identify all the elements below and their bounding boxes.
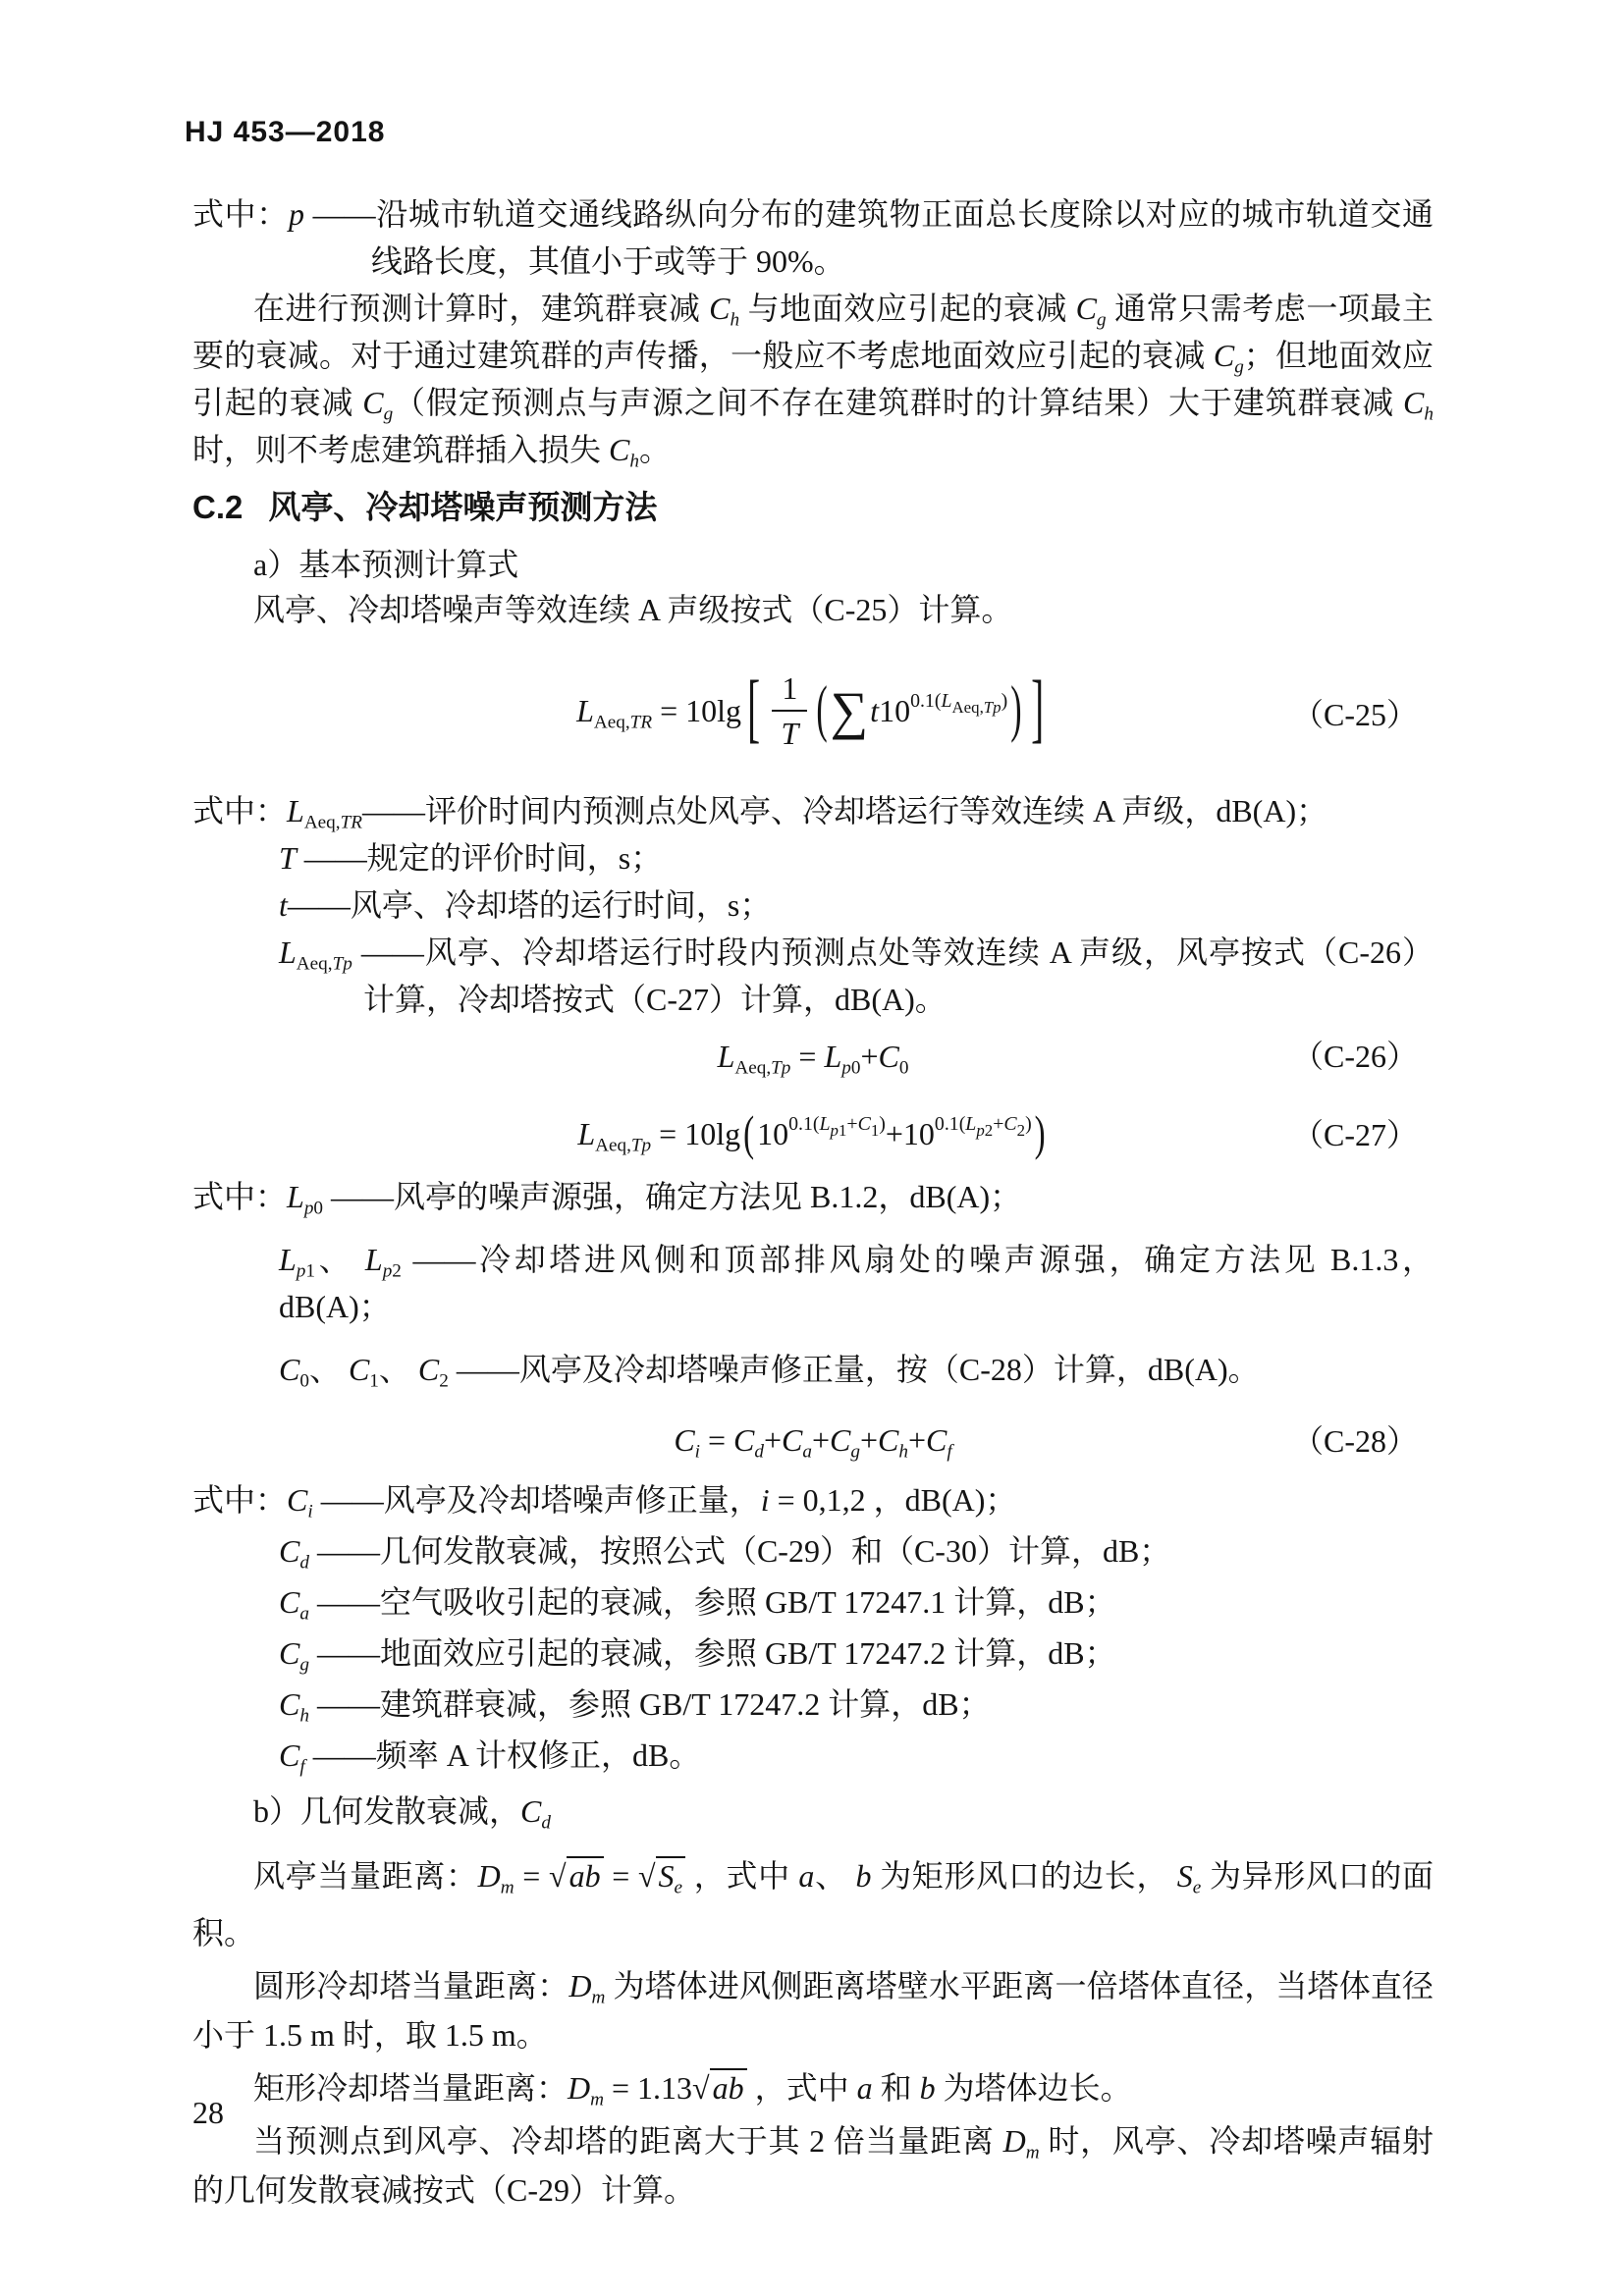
paragraph-attenuation-note: 在进行预测计算时，建筑群衰减 $C_h$ 与地面效应引起的衰减 $C_g$ 通常只需考虑一项最主要的衰减。对于通过建筑群的声传播，一般应不考虑地面效应引起的衰减 $C_g$；但地面效应引起的衰减 $C_g$（假定预测点与声源之间不存在建筑群时的计算结果）大于建筑群衰减 $C_h$ 时，则不考虑建筑群插入损失 $C_h$。 xyxy=(192,291,1434,472)
where-label: 式中： xyxy=(192,1482,288,1519)
where-item xyxy=(192,787,1434,834)
paragraph-circular-tower-distance: 圆形冷却塔当量距离：$D_m$ 为塔体进风侧距离塔壁水平距离一倍塔体直径，当塔体直径小于 1.5 m 时，取 1.5 m。 xyxy=(192,1968,1434,2054)
formula-c25-expression: $L_{Aeq,TR} = 10\lg$ [ $\frac{1}{T}$ $(\sum t10^{0.1(L_{Aeq,Tp})})$ ] xyxy=(576,667,1044,752)
where-item xyxy=(279,1628,1434,1679)
symbol: $C_f$ xyxy=(279,1737,305,1778)
symbol: t xyxy=(279,887,288,923)
list-item-a: a）基本预测计算式 xyxy=(253,547,519,582)
section-heading-c2 xyxy=(192,485,1434,530)
paragraph-prediction-distance: 当预测点到风亭、冷却塔的距离大于其 2 倍当量距离 $D_m$ 时，风亭、冷却塔噪声辐射的几何发散衰减按式（C-29）计算。 xyxy=(192,2123,1434,2209)
standard-number-header: HJ 453—2018 xyxy=(185,116,386,148)
formula-c25-row xyxy=(192,644,1434,781)
where-list-c28 xyxy=(192,1474,1434,1781)
symbol-definition-p: 式中：p ——沿城市轨道交通线路纵向分布的建筑物正面总长度除以对应的城市轨道交通线路长度，其值小于或等于 90%。 xyxy=(192,196,1434,279)
symbol: T xyxy=(279,840,297,876)
page-number: 28 xyxy=(192,2095,224,2130)
where-item xyxy=(279,1679,1434,1730)
symbol: $L_{Aeq,Tp}$ xyxy=(279,934,352,975)
symbol-description: ——频率 A 计权修正，dB。 xyxy=(312,1737,701,1774)
list-item-b: b）几何发散衰减，$C_d$ xyxy=(253,1793,551,1834)
where-item xyxy=(279,1346,1434,1393)
where-item xyxy=(279,1236,1434,1330)
where-label: 式中： xyxy=(192,1179,288,1215)
where-item xyxy=(279,1730,1434,1781)
where-list-c25 xyxy=(192,787,1434,1023)
symbol-description: ——评价时间内预测点处风亭、冷却塔运行等效连续 A 声级，dB(A)； xyxy=(361,793,1328,828)
formula-c26-number: （C-26） xyxy=(1291,1038,1418,1074)
symbol-description: ——风亭的噪声源强，确定方法见 B.1.2，dB(A)； xyxy=(331,1179,1022,1215)
symbol: $C_g$ xyxy=(279,1635,309,1676)
symbol: $C_i$ xyxy=(287,1482,313,1522)
symbol-description: ——建筑群衰减，参照 GB/T 17247.2 计算，dB； xyxy=(316,1686,991,1723)
symbol-description: ——规定的评价时间，s； xyxy=(303,840,663,876)
section-title: 风亭、冷却塔噪声预测方法 xyxy=(268,489,658,525)
formula-c28-expression: $C_i = C_d+C_a+C_g+C_h+C_f$ xyxy=(674,1422,952,1463)
symbol-description: ——风亭及冷却塔噪声修正量，按（C-28）计算，dB(A)。 xyxy=(456,1352,1260,1388)
where-item xyxy=(279,929,1434,1023)
formula-c27-row xyxy=(192,1098,1434,1167)
symbol-description: ——几何发散衰减，按照公式（C-29）和（C-30）计算，dB； xyxy=(316,1533,1171,1570)
where-item xyxy=(279,1525,1434,1576)
symbol: $L_{p1}$、 $L_{p2}$ xyxy=(279,1242,402,1282)
where-list-c27 xyxy=(192,1173,1434,1393)
formula-c27-expression: $L_{Aeq,Tp} = 10\lg(10^{0.1(L_{p1}+C_1)}+10^{0.1(L_{p2}+C_2)})$ xyxy=(577,1107,1046,1161)
symbol: $L_{Aeq,TR}$ xyxy=(287,793,362,833)
where-item xyxy=(279,881,1434,929)
where-item xyxy=(192,1474,1434,1525)
where-item xyxy=(279,834,1434,881)
paragraph-fengting-distance: 风亭当量距离：$D_m = √ab = √S_e$ ，式中 a、 b 为矩形风口的边长， $S_e$ 为异形风口的面积。 xyxy=(192,1858,1434,1951)
symbol-description: ——地面效应引起的衰减，参照 GB/T 17247.2 计算，dB； xyxy=(316,1635,1116,1672)
symbol-description: ——风亭及冷却塔噪声修正量，i = 0,1,2 ，dB(A)； xyxy=(320,1482,1017,1519)
formula-c28-number: （C-28） xyxy=(1291,1422,1418,1459)
symbol-description: ——风亭、冷却塔运行时段内预测点处等效连续 A 声级，风亭按式（C-26）计算，冷却塔按式（C-27）计算，dB(A)。 xyxy=(360,934,1434,1017)
section-number: C.2 xyxy=(192,489,244,525)
symbol-description: ——冷却塔进风侧和顶部排风扇处的噪声源强，确定方法见 B.1.3，dB(A)； xyxy=(279,1242,1434,1325)
symbol: $C_a$ xyxy=(279,1584,309,1625)
where-label: 式中： xyxy=(192,793,288,828)
intro-formula-c25: 风亭、冷却塔噪声等效连续 A 声级按式（C-25）计算。 xyxy=(253,592,1013,627)
formula-c25-number: （C-25） xyxy=(1291,697,1418,732)
formula-c26-expression: $L_{Aeq,Tp} = L_{p0}+C_0$ xyxy=(717,1039,909,1079)
formula-c27-number: （C-27） xyxy=(1291,1117,1418,1153)
symbol-description: ——风亭、冷却塔的运行时间，s； xyxy=(287,887,772,923)
symbol: $C_h$ xyxy=(279,1686,309,1727)
where-item xyxy=(192,1173,1434,1220)
symbol: $C_0$、 $C_1$、 $C_2$ xyxy=(279,1352,449,1392)
formula-c26-row xyxy=(192,1023,1434,1085)
symbol: $C_d$ xyxy=(279,1533,309,1574)
formula-c28-row xyxy=(192,1409,1434,1468)
symbol: $L_{p0}$ xyxy=(287,1179,323,1219)
symbol-description: ——空气吸收引起的衰减，参照 GB/T 17247.1 计算，dB； xyxy=(316,1584,1116,1621)
where-item xyxy=(279,1576,1434,1628)
paragraph-rectangular-tower-distance: 矩形冷却塔当量距离：$D_m = 1.13√ab$ ，式中 a 和 b 为塔体边长。 xyxy=(253,2070,1132,2110)
